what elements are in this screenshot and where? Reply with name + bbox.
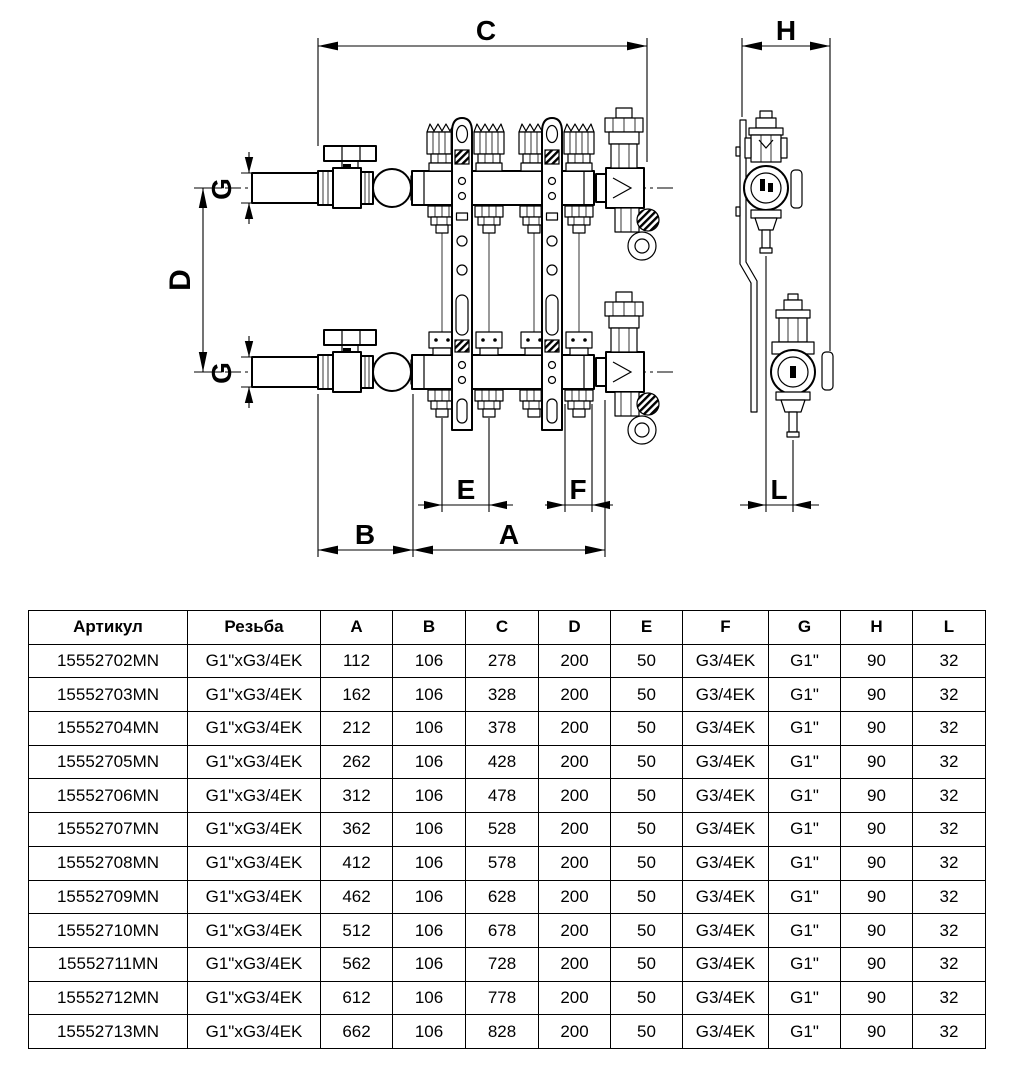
table-cell: G1"xG3/4EK: [188, 779, 321, 813]
outlet-port: [475, 390, 503, 417]
table-row: [29, 779, 986, 813]
table-cell: 32: [913, 981, 986, 1015]
table-cell: 262: [321, 745, 393, 779]
table-cell: 15552706MN: [29, 779, 188, 813]
table-cell: 15552711MN: [29, 947, 188, 981]
table-row: [29, 678, 986, 712]
dim-label-g-bottom: G: [206, 362, 237, 384]
table-cell: 50: [611, 947, 683, 981]
table-cell: 106: [393, 779, 466, 813]
table-cell: 412: [321, 846, 393, 880]
table-cell: G3/4EK: [683, 880, 769, 914]
table-header: [29, 611, 986, 645]
manifold-body-return: [412, 355, 594, 389]
dim-label-b: B: [354, 519, 376, 550]
dim-label-f: F: [569, 474, 587, 505]
table-cell: 428: [466, 745, 539, 779]
table-cell: 628: [466, 880, 539, 914]
table-cell: 50: [611, 779, 683, 813]
table-cell: 90: [841, 678, 913, 712]
table-cell: 90: [841, 846, 913, 880]
column-header: H: [841, 611, 913, 645]
table-cell: G3/4EK: [683, 712, 769, 746]
air-vent-return: [605, 292, 643, 352]
table-cell: 32: [913, 745, 986, 779]
table-cell: G3/4EK: [683, 745, 769, 779]
table-row: [29, 644, 986, 678]
table-cell: G1"xG3/4EK: [188, 880, 321, 914]
table-cell: 200: [539, 678, 611, 712]
table-cell: G1": [769, 914, 841, 948]
table-cell: 312: [321, 779, 393, 813]
table-cell: 200: [539, 846, 611, 880]
dim-e: [418, 418, 513, 512]
table-cell: 32: [913, 880, 986, 914]
table-cell: 562: [321, 947, 393, 981]
column-header: D: [539, 611, 611, 645]
table-cell: 15552703MN: [29, 678, 188, 712]
table-cell: 328: [466, 678, 539, 712]
table-cell: G1": [769, 745, 841, 779]
table-cell: G1"xG3/4EK: [188, 914, 321, 948]
spec-table: [28, 610, 986, 1049]
table-cell: 106: [393, 745, 466, 779]
table-row: [29, 813, 986, 847]
table-row: [29, 981, 986, 1015]
dim-label-l: L: [770, 474, 788, 505]
table-cell: 90: [841, 914, 913, 948]
table-cell: G1": [769, 1015, 841, 1049]
table-row: [29, 712, 986, 746]
table-cell: 106: [393, 712, 466, 746]
table-cell: 200: [539, 712, 611, 746]
table-cell: 612: [321, 981, 393, 1015]
table-cell: 50: [611, 880, 683, 914]
table-cell: 362: [321, 813, 393, 847]
table-cell: 32: [913, 678, 986, 712]
table-cell: 90: [841, 813, 913, 847]
table-cell: 200: [539, 745, 611, 779]
side-valve-top: [744, 111, 802, 253]
table-header-row: [29, 611, 986, 645]
table-cell: 200: [539, 779, 611, 813]
table-cell: 50: [611, 846, 683, 880]
table-cell: 828: [466, 1015, 539, 1049]
table-cell: 278: [466, 644, 539, 678]
table-cell: 106: [393, 981, 466, 1015]
table-cell: G1"xG3/4EK: [188, 644, 321, 678]
table-cell: 106: [393, 644, 466, 678]
table-cell: G1"xG3/4EK: [188, 745, 321, 779]
table-cell: G3/4EK: [683, 779, 769, 813]
table-cell: G1": [769, 947, 841, 981]
table-cell: 15552702MN: [29, 644, 188, 678]
table-row: [29, 880, 986, 914]
table-cell: G3/4EK: [683, 813, 769, 847]
table-cell: G3/4EK: [683, 846, 769, 880]
table-cell: G1"xG3/4EK: [188, 846, 321, 880]
dim-b: [318, 394, 413, 557]
front-view: [225, 108, 676, 444]
table-cell: 200: [539, 813, 611, 847]
dim-label-e: E: [456, 474, 476, 505]
table-cell: 200: [539, 981, 611, 1015]
table-cell: 90: [841, 880, 913, 914]
dim-label-c: C: [475, 15, 497, 46]
column-header: C: [466, 611, 539, 645]
column-header: Артикул: [29, 611, 188, 645]
table-cell: 200: [539, 644, 611, 678]
table-cell: 106: [393, 678, 466, 712]
table-cell: 200: [539, 880, 611, 914]
air-vent-supply: [605, 108, 643, 168]
table-cell: 578: [466, 846, 539, 880]
dim-label-g-top: G: [206, 178, 237, 200]
dim-label-a: A: [498, 519, 520, 550]
table-row: [29, 947, 986, 981]
table-cell: 32: [913, 914, 986, 948]
column-header: A: [321, 611, 393, 645]
table-body: [29, 644, 986, 1048]
table-cell: 50: [611, 745, 683, 779]
table-cell: G1"xG3/4EK: [188, 813, 321, 847]
drain-valve-return: [615, 392, 659, 444]
table-cell: 478: [466, 779, 539, 813]
table-cell: 50: [611, 712, 683, 746]
table-cell: 728: [466, 947, 539, 981]
table-cell: 378: [466, 712, 539, 746]
table-cell: G3/4EK: [683, 678, 769, 712]
table-cell: 200: [539, 914, 611, 948]
table-cell: 528: [466, 813, 539, 847]
outlet-port: [565, 390, 593, 417]
table-cell: 15552704MN: [29, 712, 188, 746]
table-cell: 90: [841, 1015, 913, 1049]
dim-label-d: D: [164, 269, 197, 291]
table-cell: 462: [321, 880, 393, 914]
table-cell: 512: [321, 914, 393, 948]
table-cell: 106: [393, 1015, 466, 1049]
table-cell: G1"xG3/4EK: [188, 1015, 321, 1049]
table-cell: 662: [321, 1015, 393, 1049]
table-cell: 32: [913, 1015, 986, 1049]
table-cell: G1": [769, 779, 841, 813]
table-cell: 90: [841, 779, 913, 813]
table-row: [29, 846, 986, 880]
table-cell: G3/4EK: [683, 644, 769, 678]
table-cell: 32: [913, 813, 986, 847]
table-cell: G3/4EK: [683, 981, 769, 1015]
column-header: F: [683, 611, 769, 645]
table-cell: 50: [611, 678, 683, 712]
table-cell: 15552712MN: [29, 981, 188, 1015]
table-row: [29, 914, 986, 948]
table-cell: 50: [611, 644, 683, 678]
return-pipe: [252, 357, 318, 387]
drain-valve-supply: [615, 208, 659, 260]
table-cell: 90: [841, 644, 913, 678]
manifold-body-supply: [412, 171, 594, 205]
column-header: B: [393, 611, 466, 645]
table-cell: 106: [393, 947, 466, 981]
valve-cap: [566, 332, 592, 355]
table-cell: G1": [769, 981, 841, 1015]
table-cell: 50: [611, 914, 683, 948]
table-cell: 15552705MN: [29, 745, 188, 779]
table-cell: G3/4EK: [683, 914, 769, 948]
table-cell: 112: [321, 644, 393, 678]
column-header: G: [769, 611, 841, 645]
ball-valve-supply: [318, 146, 419, 208]
side-valve-bottom: [771, 294, 833, 437]
end-group-return: [596, 352, 644, 392]
table-cell: 90: [841, 712, 913, 746]
table-cell: 106: [393, 813, 466, 847]
table-cell: 50: [611, 813, 683, 847]
table-cell: G1": [769, 880, 841, 914]
table-cell: 50: [611, 981, 683, 1015]
table-cell: 32: [913, 712, 986, 746]
table-cell: G1"xG3/4EK: [188, 981, 321, 1015]
table-cell: G1"xG3/4EK: [188, 678, 321, 712]
side-bracket-plate: [740, 120, 757, 412]
side-view: [736, 111, 833, 437]
table-cell: G1": [769, 644, 841, 678]
dimensions: [164, 15, 830, 557]
ball-valve-return: [318, 330, 419, 392]
table-row: [29, 745, 986, 779]
table-cell: 90: [841, 981, 913, 1015]
table-cell: G1"xG3/4EK: [188, 947, 321, 981]
table-cell: G1": [769, 678, 841, 712]
dim-d: [164, 188, 222, 372]
table-cell: G1": [769, 846, 841, 880]
table-cell: G1": [769, 813, 841, 847]
dim-label-h: H: [775, 15, 797, 46]
flow-meter: [564, 124, 594, 171]
valve-cap: [476, 332, 502, 355]
table-cell: 200: [539, 1015, 611, 1049]
table-cell: 90: [841, 947, 913, 981]
table-cell: G3/4EK: [683, 947, 769, 981]
table-cell: 15552710MN: [29, 914, 188, 948]
flow-meter: [474, 124, 504, 171]
table-cell: 678: [466, 914, 539, 948]
table-cell: 162: [321, 678, 393, 712]
table-cell: 778: [466, 981, 539, 1015]
mounting-bracket-left: [452, 118, 472, 430]
outlet-port: [475, 206, 503, 233]
table-cell: 15552713MN: [29, 1015, 188, 1049]
table-cell: 50: [611, 1015, 683, 1049]
table-cell: G1"xG3/4EK: [188, 712, 321, 746]
mounting-bracket-right: [542, 118, 562, 430]
table-cell: 15552707MN: [29, 813, 188, 847]
table-row: [29, 1015, 986, 1049]
column-header: Резьба: [188, 611, 321, 645]
table-cell: G3/4EK: [683, 1015, 769, 1049]
table-cell: 32: [913, 779, 986, 813]
table-cell: 212: [321, 712, 393, 746]
table-cell: 90: [841, 745, 913, 779]
table-cell: 32: [913, 644, 986, 678]
table-cell: 106: [393, 914, 466, 948]
supply-pipe: [252, 173, 318, 203]
table-cell: 106: [393, 846, 466, 880]
table-cell: 32: [913, 947, 986, 981]
table-cell: 106: [393, 880, 466, 914]
table-cell: 200: [539, 947, 611, 981]
table-cell: G1": [769, 712, 841, 746]
column-header: E: [611, 611, 683, 645]
end-group-supply: [596, 168, 644, 208]
outlet-port: [565, 206, 593, 233]
table-cell: 15552708MN: [29, 846, 188, 880]
table-cell: 32: [913, 846, 986, 880]
column-header: L: [913, 611, 986, 645]
table-cell: 15552709MN: [29, 880, 188, 914]
